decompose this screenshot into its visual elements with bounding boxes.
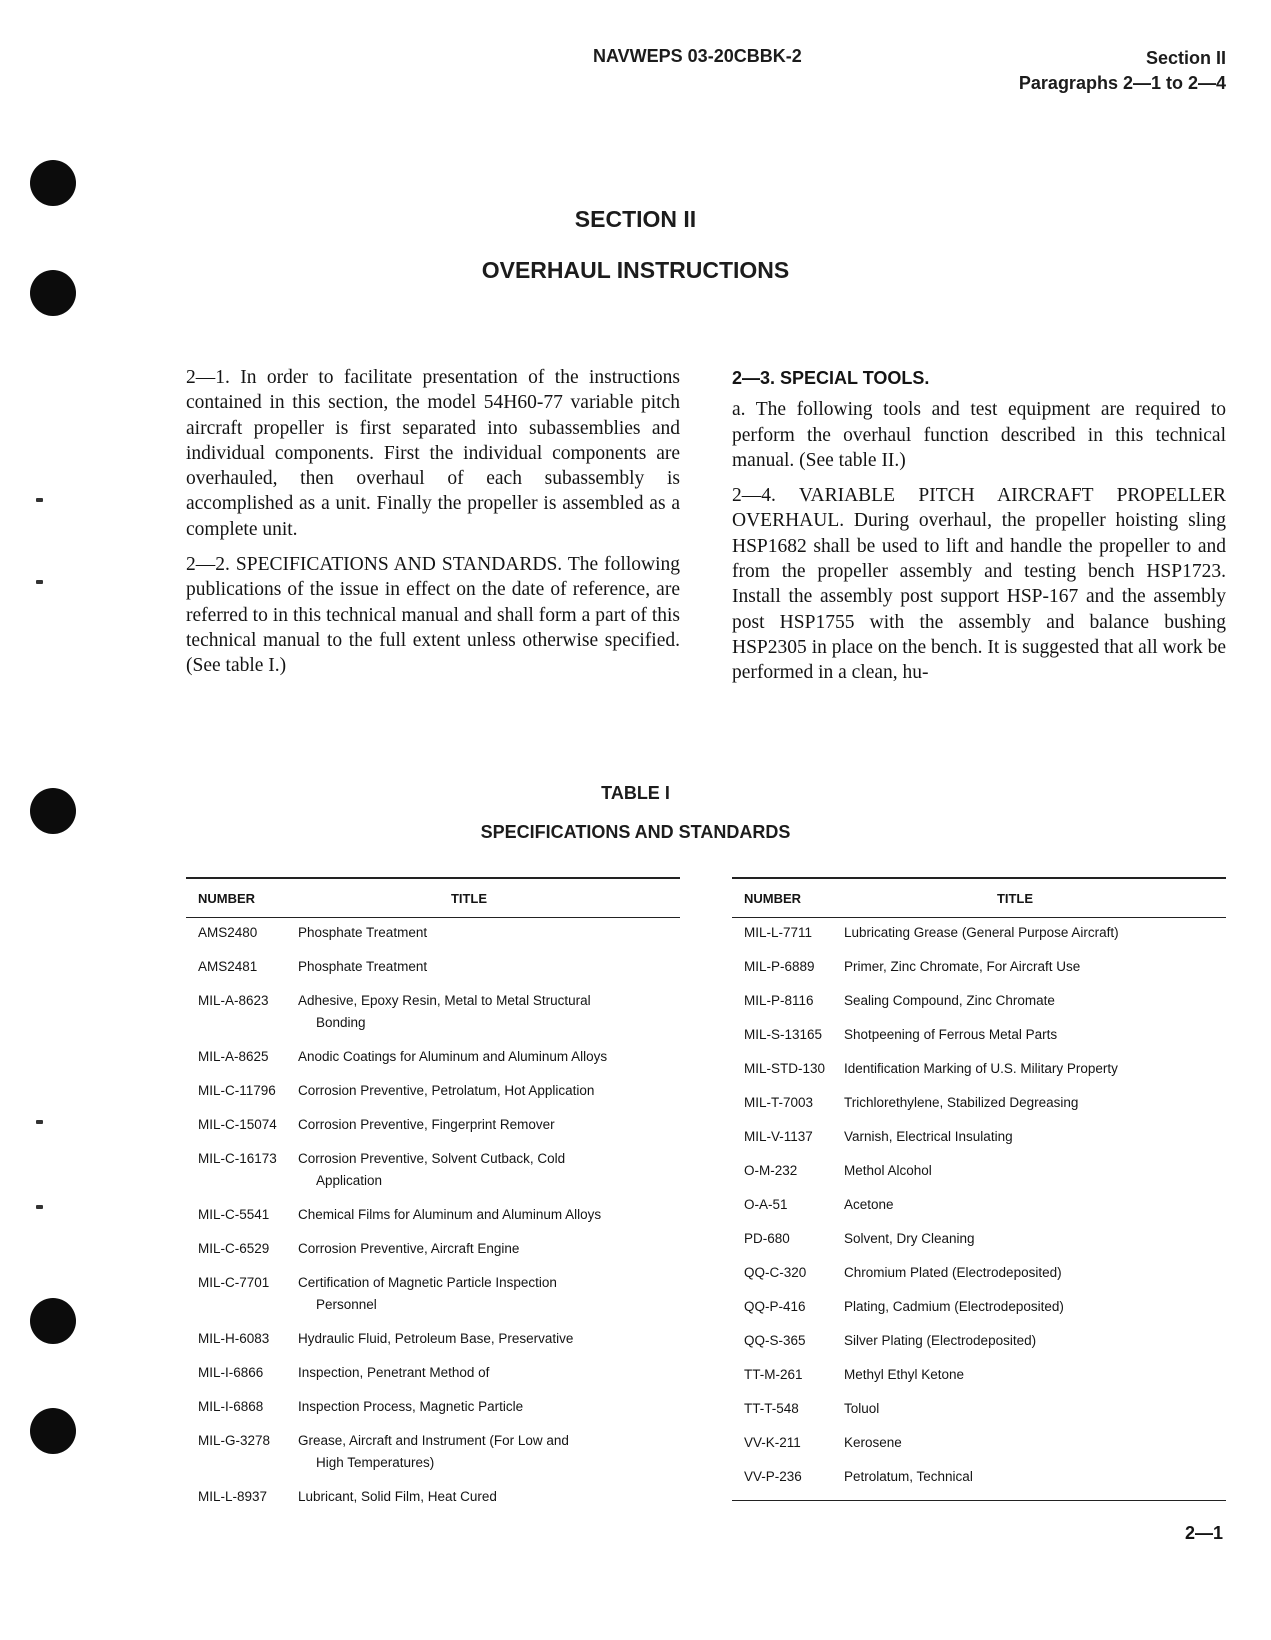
spec-title-line: Lubricating Grease (General Purpose Aircraft) [844, 925, 1119, 940]
column-header-title: TITLE [996, 890, 1034, 906]
left-text-column [186, 365, 680, 689]
spec-number: O-A-51 [744, 1197, 788, 1212]
spec-title-continuation: Personnel [316, 1297, 377, 1312]
spec-title-line: Methyl Ethyl Ketone [844, 1367, 965, 1382]
table-row [732, 1466, 1226, 1488]
spec-number: MIL-L-8937 [198, 1489, 268, 1504]
spec-title-line: Acetone [844, 1197, 894, 1212]
column-header-number: NUMBER [198, 890, 256, 906]
table-left-half [186, 877, 680, 1520]
table-row [732, 1194, 1226, 1216]
spec-title-line: Plating, Cadmium (Electrodeposited) [844, 1299, 1064, 1314]
spec-title [298, 1328, 680, 1350]
spec-title-line: Kerosene [844, 1435, 902, 1450]
table-row [732, 1024, 1226, 1046]
table-row [186, 1430, 680, 1474]
table-right-half [732, 877, 1226, 1501]
spec-number: MIL-T-7003 [744, 1095, 814, 1110]
table-row [186, 1046, 680, 1068]
spec-title [844, 1092, 1226, 1114]
table-body [732, 918, 1226, 1488]
spec-number: MIL-A-8625 [198, 1049, 269, 1064]
margin-mark [36, 580, 43, 584]
margin-mark [36, 1205, 43, 1209]
spec-title-line: Silver Plating (Electrodeposited) [844, 1333, 1037, 1348]
spec-title-line: Certification of Magnetic Particle Inspection [298, 1275, 557, 1290]
column-header-title: TITLE [450, 890, 488, 906]
spec-number: MIL-C-5541 [198, 1207, 270, 1222]
table-row [186, 1080, 680, 1102]
table-row [732, 1364, 1226, 1386]
spec-number: VV-P-236 [744, 1469, 802, 1484]
paragraph-2-3a: a. The following tools and test equipment are required to perform the overhaul function described in this technical manual. (See table II.) [732, 399, 1226, 471]
spec-title [298, 1430, 680, 1474]
spec-title [844, 922, 1226, 944]
spec-title [298, 1238, 680, 1260]
spec-title [298, 1114, 680, 1136]
spec-title-continuation: Application [316, 1173, 383, 1188]
page-number: 2—1 [1184, 1523, 1223, 1543]
spec-title-line: Grease, Aircraft and Instrument (For Low and [298, 1433, 569, 1448]
spec-number: MIL-C-7701 [198, 1275, 270, 1290]
spec-title-line: Hydraulic Fluid, Petroleum Base, Preservative [298, 1331, 574, 1346]
spec-title-line: Corrosion Preventive, Aircraft Engine [298, 1241, 520, 1256]
spec-title [844, 1024, 1226, 1046]
table-row [732, 1058, 1226, 1080]
spec-number: MIL-V-1137 [744, 1129, 813, 1144]
column-header-number: NUMBER [744, 890, 802, 906]
binder-hole-4 [30, 1298, 76, 1344]
spec-title [844, 1228, 1226, 1250]
spec-title [844, 1330, 1226, 1352]
heading-2-3: 2—3. SPECIAL TOOLS. [732, 368, 930, 388]
paragraph-2-1: 2—1. In order to facilitate presentation of the instructions contained in this section, the model 54H60-77 variable pitch aircraft propeller is first separated into subassemblies and individual components. First the individual components are overhauled, then overhaul of each subassembly is accomplished as a unit. Finally the propeller is assembled as a complete unit. [186, 367, 680, 540]
right-text-column [732, 366, 1226, 696]
table-row [186, 1204, 680, 1226]
paragraph-range: Paragraphs 2—1 to 2—4 [1018, 73, 1226, 93]
spec-title-line: Chemical Films for Aluminum and Aluminum Alloys [298, 1207, 602, 1222]
spec-number: MIL-C-15074 [198, 1117, 277, 1132]
spec-number: PD-680 [744, 1231, 790, 1246]
table-row [732, 1262, 1226, 1284]
spec-title [298, 990, 680, 1034]
table-row [186, 1362, 680, 1384]
spec-title [844, 1194, 1226, 1216]
spec-title [298, 1486, 680, 1508]
spec-title-line: Shotpeening of Ferrous Metal Parts [844, 1027, 1058, 1042]
section-subtitle: OVERHAUL INSTRUCTIONS [481, 257, 790, 283]
spec-title [844, 1296, 1226, 1318]
table-label: TABLE I [601, 783, 670, 803]
spec-number: MIL-S-13165 [744, 1027, 823, 1042]
table-row [186, 990, 680, 1034]
spec-title [298, 1396, 680, 1418]
spec-number: MIL-STD-130 [744, 1061, 826, 1076]
spec-number: MIL-A-8623 [198, 993, 269, 1008]
spec-title-line: Anodic Coatings for Aluminum and Aluminum Alloys [298, 1049, 608, 1064]
spec-title-line: Varnish, Electrical Insulating [844, 1129, 1013, 1144]
spec-title-line: Methol Alcohol [844, 1163, 932, 1178]
table-row [732, 1432, 1226, 1454]
spec-number: MIL-I-6868 [198, 1399, 264, 1414]
table-row [732, 956, 1226, 978]
spec-title-line: Identification Marking of U.S. Military Property [844, 1061, 1118, 1076]
section-label: Section II [1145, 48, 1226, 68]
spec-title-line: Phosphate Treatment [298, 959, 428, 974]
binder-hole-1 [30, 160, 76, 206]
table-title: SPECIFICATIONS AND STANDARDS [480, 822, 791, 842]
table-row [732, 1126, 1226, 1148]
spec-title-line: Inspection, Penetrant Method of [298, 1365, 490, 1380]
spec-title [844, 1466, 1226, 1488]
table-row [732, 1330, 1226, 1352]
table-row [732, 1092, 1226, 1114]
spec-title [844, 1160, 1226, 1182]
spec-title [844, 1364, 1226, 1386]
spec-title [844, 1262, 1226, 1284]
spec-title-line: Primer, Zinc Chromate, For Aircraft Use [844, 959, 1081, 974]
spec-number: QQ-C-320 [744, 1265, 807, 1280]
spec-title-line: Inspection Process, Magnetic Particle [298, 1399, 524, 1414]
spec-title-line: Petrolatum, Technical [844, 1469, 973, 1484]
table-row [186, 1148, 680, 1192]
table-row [732, 922, 1226, 944]
table-row [186, 922, 680, 944]
spec-number: MIL-L-7711 [744, 925, 813, 940]
table-row [732, 1160, 1226, 1182]
table-row [186, 1272, 680, 1316]
spec-title-line: Toluol [844, 1401, 880, 1416]
table-header-row [732, 879, 1226, 918]
spec-number: TT-M-261 [744, 1367, 803, 1382]
spec-title-line: Lubricant, Solid Film, Heat Cured [298, 1489, 497, 1504]
spec-title-line: Sealing Compound, Zinc Chromate [844, 993, 1055, 1008]
spec-number: O-M-232 [744, 1163, 798, 1178]
doc-number: NAVWEPS 03-20CBBK-2 [593, 46, 802, 66]
spec-title-line: Corrosion Preventive, Solvent Cutback, Cold [298, 1151, 566, 1166]
spec-title-line: Solvent, Dry Cleaning [844, 1231, 975, 1246]
spec-title [298, 1362, 680, 1384]
spec-title [844, 1398, 1226, 1420]
binder-hole-5 [30, 1408, 76, 1454]
spec-number: AMS2480 [198, 925, 258, 940]
spec-title [844, 1432, 1226, 1454]
spec-title [298, 1272, 680, 1316]
spec-title [298, 1080, 680, 1102]
paragraph-2-4: 2—4. VARIABLE PITCH AIRCRAFT PROPELLER OVERHAUL. During overhaul, the propeller hoisting sling HSP1682 shall be used to lift and handle the propeller to and from the propeller assembly and testing bench HSP1723. Install the assembly post support HSP-167 and the assembly post HSP1755 with the assembly and balance bushing HSP2305 in place on the bench. It is suggested that all work be performed in a clean, hu- [732, 485, 1226, 684]
spec-title [298, 922, 680, 944]
spec-title-line: Phosphate Treatment [298, 925, 428, 940]
spec-number: MIL-C-11796 [198, 1083, 276, 1098]
spec-title-line: Trichlorethylene, Stabilized Degreasing [844, 1095, 1079, 1110]
spec-number: MIL-P-8116 [744, 993, 814, 1008]
spec-title [844, 956, 1226, 978]
spec-number: VV-K-211 [744, 1435, 801, 1450]
table-bottom-rule [732, 1500, 1226, 1501]
spec-number: MIL-P-6889 [744, 959, 815, 974]
table-row [732, 1398, 1226, 1420]
margin-mark [36, 498, 43, 502]
spec-title [844, 1058, 1226, 1080]
spec-number: QQ-P-416 [744, 1299, 806, 1314]
table-row [732, 990, 1226, 1012]
spec-title-line: Adhesive, Epoxy Resin, Metal to Metal Structural [298, 993, 591, 1008]
table-body [186, 918, 680, 1508]
section-title: SECTION II [574, 206, 697, 232]
table-row [186, 1238, 680, 1260]
spec-title [298, 1204, 680, 1226]
paragraph-2-2: 2—2. SPECIFICATIONS AND STANDARDS. The following publications of the issue in effect on the date of reference, are referred to in this technical manual and shall form a part of this technical manual to the full extent unless otherwise specified. (See table I.) [186, 554, 680, 677]
table-row [732, 1296, 1226, 1318]
table-row [186, 956, 680, 978]
spec-number: MIL-H-6083 [198, 1331, 270, 1346]
spec-title-line: Chromium Plated (Electrodeposited) [844, 1265, 1062, 1280]
table-row [732, 1228, 1226, 1250]
table-row [186, 1486, 680, 1508]
spec-number: TT-T-548 [744, 1401, 799, 1416]
margin-mark [36, 1120, 43, 1124]
spec-title [844, 1126, 1226, 1148]
spec-title [298, 956, 680, 978]
spec-number: MIL-G-3278 [198, 1433, 271, 1448]
spec-title-line: Corrosion Preventive, Fingerprint Remover [298, 1117, 555, 1132]
spec-title-continuation: High Temperatures) [316, 1455, 435, 1470]
spec-title [298, 1046, 680, 1068]
spec-number: AMS2481 [198, 959, 258, 974]
table-row [186, 1396, 680, 1418]
spec-number: MIL-C-6529 [198, 1241, 270, 1256]
table-row [186, 1328, 680, 1350]
spec-number: MIL-C-16173 [198, 1151, 277, 1166]
table-header-row [186, 879, 680, 918]
spec-number: MIL-I-6866 [198, 1365, 264, 1380]
spec-title [844, 990, 1226, 1012]
spec-title [298, 1148, 680, 1192]
spec-title-continuation: Bonding [316, 1015, 366, 1030]
spec-title-line: Corrosion Preventive, Petrolatum, Hot Application [298, 1083, 595, 1098]
table-row [186, 1114, 680, 1136]
spec-number: QQ-S-365 [744, 1333, 806, 1348]
